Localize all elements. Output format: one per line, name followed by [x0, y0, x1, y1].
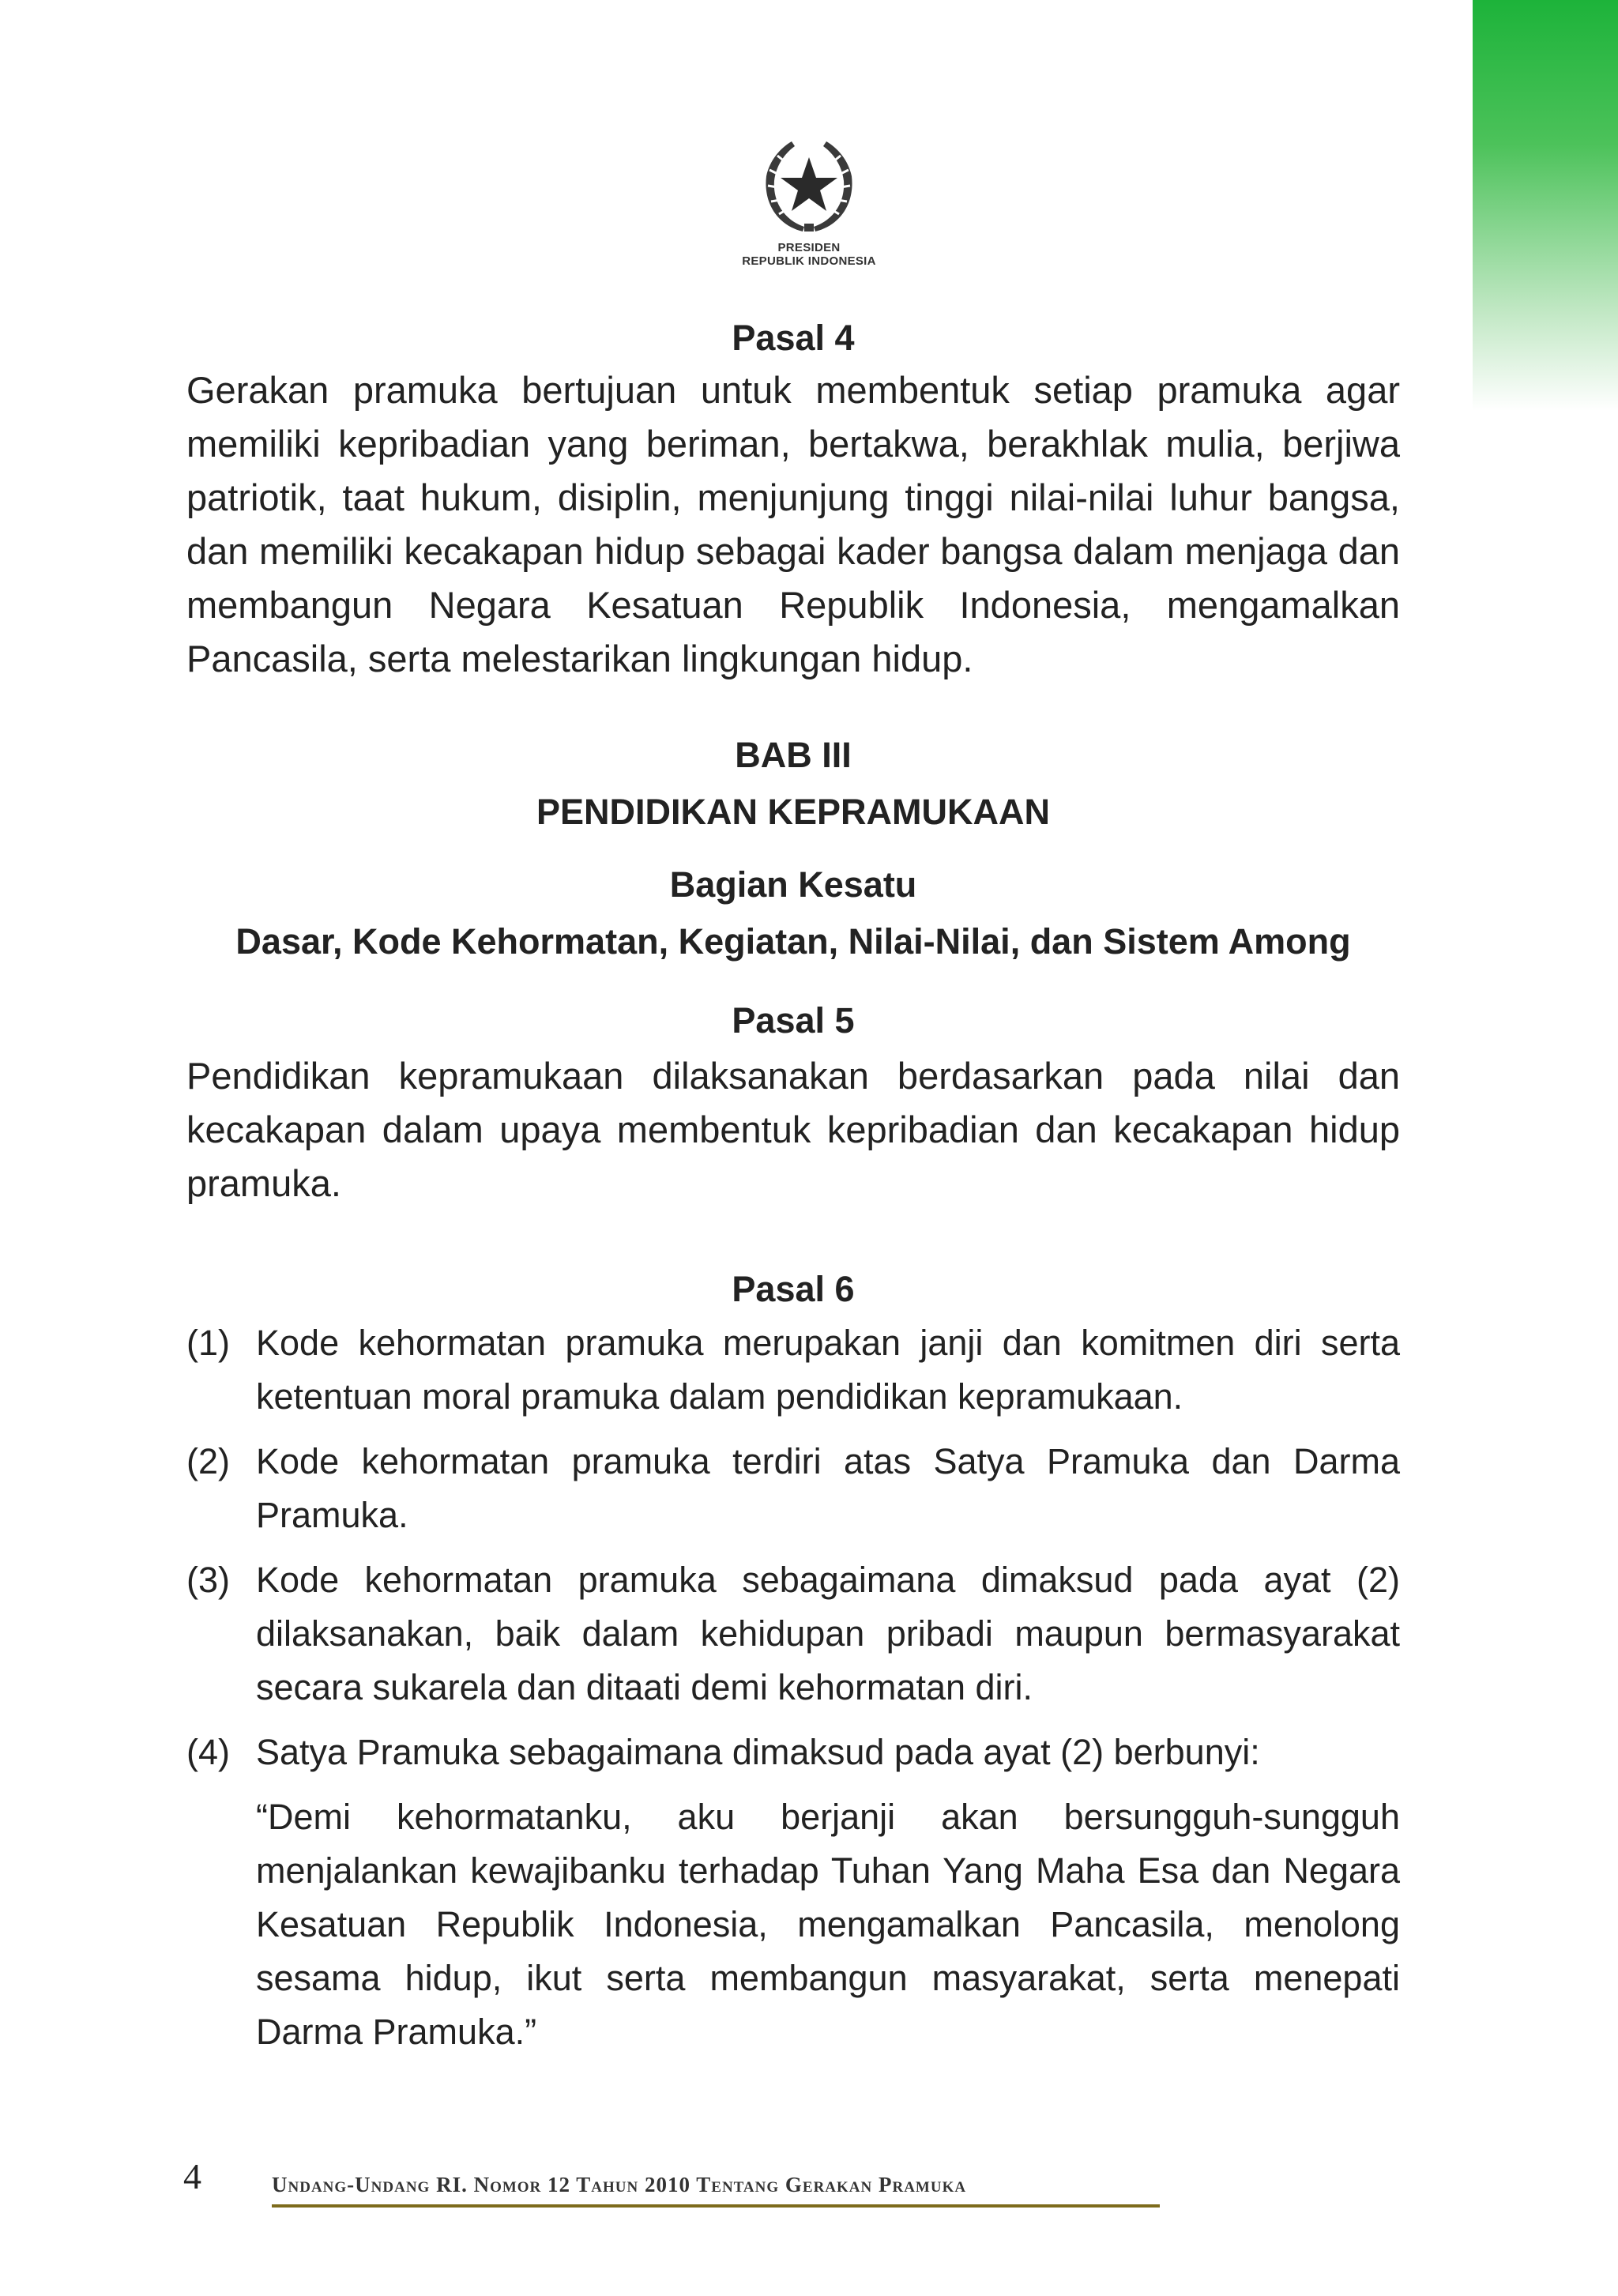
footer-running-title: Undang-Undang RI. Nomor 12 Tahun 2010 Tentang Gerakan Pramuka: [272, 2173, 967, 2196]
ayat-text: Kode kehormatan pramuka terdiri atas Satya Pramuka dan Darma Pramuka.: [256, 1441, 1400, 1535]
bab-number: BAB III: [735, 735, 852, 775]
bab-title: PENDIDIKAN KEPRAMUKAAN: [536, 792, 1051, 832]
ayat-text: Kode kehormatan pramuka sebagaimana dimaksud pada ayat (2) dilaksanakan, baik dalam kehidupan pribadi maupun bermasyarakat secara sukarela dan ditaati demi kehormatan diri.: [256, 1560, 1400, 1707]
pasal6-ayat-1: [186, 1316, 1400, 1424]
bagian-title: Dasar, Kode Kehormatan, Kegiatan, Nilai-Nilai, dan Sistem Among: [235, 921, 1351, 962]
emblem-seal-icon: [754, 130, 864, 241]
ayat-text: Satya Pramuka sebagaimana dimaksud pada ayat (2) berbunyi:: [256, 1732, 1260, 1772]
document-body: [186, 316, 1400, 2095]
pasal5-heading: Pasal 5: [732, 1000, 855, 1041]
green-corner-tab: [1473, 0, 1618, 411]
pasal5-text: Pendidikan kepramukaan dilaksanakan berdasarkan pada nilai dan kecakapan dalam upaya membentuk kepribadian dan kecakapan hidup pramuka.: [186, 1055, 1400, 1204]
satya-pramuka-quote: “Demi kehormatanku, aku berjanji akan bersungguh-sungguh menjalankan kewajibanku terhadap Tuhan Yang Maha Esa dan Negara Kesatuan Republik Indonesia, mengamalkan Pancasila, menolong sesama hidup, ikut serta membangun masyarakat, serta menepati Darma Pramuka.”: [256, 1797, 1400, 2052]
emblem-label-presiden: PRESIDEN: [777, 241, 841, 254]
page-number: 4: [183, 2156, 201, 2196]
ayat-number: (4): [186, 1732, 230, 1772]
pasal6-heading: Pasal 6: [732, 1269, 855, 1309]
bagian-heading: Bagian Kesatu: [669, 864, 917, 905]
pasal6-ayat-2: [186, 1435, 1400, 1542]
pasal4-text: Gerakan pramuka bertujuan untuk membentuk setiap pramuka agar memiliki kepribadian yang beriman, bertakwa, berakhlak mulia, berjiwa patriotik, taat hukum, disiplin, menjunjung tinggi nilai-nilai luhur bangsa, dan memiliki kecakapan hidup sebagai kader bangsa dalam menjaga dan membangun Negara Kesatuan Republik Indonesia, mengamalkan Pancasila, serta melestarikan lingkungan hidup.: [186, 369, 1400, 679]
pasal6-ayat-3: [186, 1553, 1400, 1714]
presidential-emblem: [730, 130, 888, 288]
pasal4-heading: Pasal 4: [732, 318, 855, 358]
footer-rule: [272, 2204, 1160, 2208]
ayat-number: (2): [186, 1441, 230, 1481]
ayat-number: (3): [186, 1560, 230, 1600]
ayat-number: (1): [186, 1323, 230, 1363]
ayat-text: Kode kehormatan pramuka merupakan janji dan komitmen diri serta ketentuan moral pramuka dalam pendidikan kepramukaan.: [256, 1323, 1400, 1417]
pasal6-ayat-4: [186, 1726, 1400, 1779]
emblem-label-republik: REPUBLIK INDONESIA: [742, 254, 876, 268]
